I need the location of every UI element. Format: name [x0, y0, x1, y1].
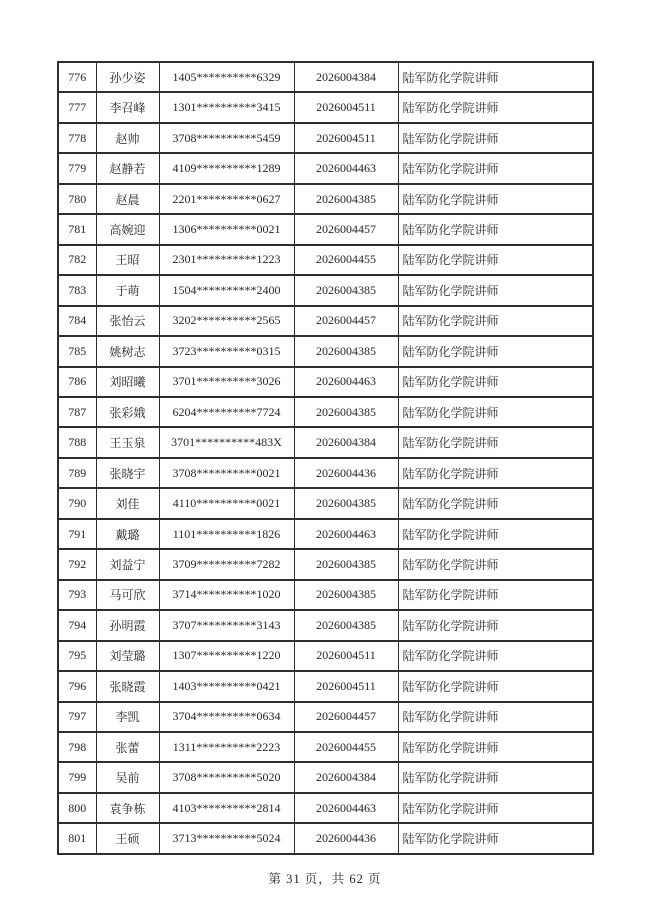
- cell-name: 戴璐: [96, 519, 159, 549]
- cell-index: 792: [58, 549, 96, 579]
- cell-name: 张怡云: [96, 306, 159, 336]
- cell-cert_number: 2026004511: [294, 92, 398, 122]
- cell-index: 788: [58, 427, 96, 457]
- cell-index: 779: [58, 153, 96, 183]
- table-row: [58, 245, 593, 275]
- table-row: [58, 823, 593, 854]
- cell-cert_number: 2026004385: [294, 275, 398, 305]
- cell-id_number: 2201**********0627: [159, 184, 294, 214]
- cell-id_number: 3701**********483X: [159, 427, 294, 457]
- cell-index: 793: [58, 580, 96, 610]
- cell-id_number: 3708**********0021: [159, 458, 294, 488]
- cell-title: 陆军防化学院讲师: [398, 732, 593, 762]
- cell-index: 799: [58, 762, 96, 792]
- table-row: [58, 793, 593, 823]
- cell-index: 783: [58, 275, 96, 305]
- cell-title: 陆军防化学院讲师: [398, 153, 593, 183]
- cell-index: 796: [58, 671, 96, 701]
- cell-cert_number: 2026004385: [294, 397, 398, 427]
- cell-title: 陆军防化学院讲师: [398, 367, 593, 397]
- cell-id_number: 1504**********2400: [159, 275, 294, 305]
- cell-id_number: 4110**********0021: [159, 488, 294, 518]
- table-row: [58, 153, 593, 183]
- cell-name: 张晓宇: [96, 458, 159, 488]
- cell-title: 陆军防化学院讲师: [398, 336, 593, 366]
- cell-id_number: 1307**********1220: [159, 641, 294, 671]
- cell-title: 陆军防化学院讲师: [398, 671, 593, 701]
- cell-cert_number: 2026004455: [294, 245, 398, 275]
- cell-title: 陆军防化学院讲师: [398, 823, 593, 854]
- table-row: [58, 275, 593, 305]
- table-row: [58, 367, 593, 397]
- cell-index: 795: [58, 641, 96, 671]
- cell-cert_number: 2026004384: [294, 427, 398, 457]
- cell-title: 陆军防化学院讲师: [398, 702, 593, 732]
- table-row: [58, 549, 593, 579]
- cell-index: 784: [58, 306, 96, 336]
- cell-index: 794: [58, 610, 96, 640]
- cell-name: 赵晨: [96, 184, 159, 214]
- cell-cert_number: 2026004511: [294, 671, 398, 701]
- cell-name: 张彩娥: [96, 397, 159, 427]
- cell-title: 陆军防化学院讲师: [398, 762, 593, 792]
- cell-cert_number: 2026004511: [294, 641, 398, 671]
- cell-name: 王玉泉: [96, 427, 159, 457]
- cell-id_number: 3704**********0634: [159, 702, 294, 732]
- cell-name: 于萌: [96, 275, 159, 305]
- cell-cert_number: 2026004463: [294, 519, 398, 549]
- cell-cert_number: 2026004385: [294, 184, 398, 214]
- cell-title: 陆军防化学院讲师: [398, 397, 593, 427]
- cell-id_number: 1306**********0021: [159, 214, 294, 244]
- cell-cert_number: 2026004385: [294, 336, 398, 366]
- cell-name: 赵帅: [96, 123, 159, 153]
- cell-index: 800: [58, 793, 96, 823]
- cell-cert_number: 2026004463: [294, 793, 398, 823]
- cell-cert_number: 2026004385: [294, 488, 398, 518]
- cell-cert_number: 2026004463: [294, 367, 398, 397]
- cell-name: 刘益宁: [96, 549, 159, 579]
- cell-id_number: 3708**********5020: [159, 762, 294, 792]
- cell-index: 778: [58, 123, 96, 153]
- cell-id_number: 3202**********2565: [159, 306, 294, 336]
- cell-name: 刘佳: [96, 488, 159, 518]
- roster-table-body: [58, 62, 593, 854]
- cell-cert_number: 2026004455: [294, 732, 398, 762]
- table-row: [58, 62, 593, 92]
- cell-title: 陆军防化学院讲师: [398, 549, 593, 579]
- cell-id_number: 3707**********3143: [159, 610, 294, 640]
- cell-index: 780: [58, 184, 96, 214]
- cell-index: 790: [58, 488, 96, 518]
- cell-cert_number: 2026004457: [294, 702, 398, 732]
- cell-name: 刘莹璐: [96, 641, 159, 671]
- cell-id_number: 3713**********5024: [159, 823, 294, 854]
- cell-index: 782: [58, 245, 96, 275]
- cell-name: 王硕: [96, 823, 159, 854]
- cell-name: 刘昭曦: [96, 367, 159, 397]
- cell-id_number: 1405**********6329: [159, 62, 294, 92]
- cell-name: 赵静若: [96, 153, 159, 183]
- cell-index: 785: [58, 336, 96, 366]
- cell-index: 801: [58, 823, 96, 854]
- cell-title: 陆军防化学院讲师: [398, 275, 593, 305]
- cell-cert_number: 2026004436: [294, 823, 398, 854]
- cell-id_number: 4109**********1289: [159, 153, 294, 183]
- cell-cert_number: 2026004385: [294, 580, 398, 610]
- cell-title: 陆军防化学院讲师: [398, 580, 593, 610]
- cell-index: 777: [58, 92, 96, 122]
- cell-name: 高婉迎: [96, 214, 159, 244]
- cell-index: 789: [58, 458, 96, 488]
- cell-name: 姚树志: [96, 336, 159, 366]
- cell-id_number: 1311**********2223: [159, 732, 294, 762]
- cell-name: 张晓霞: [96, 671, 159, 701]
- table-row: [58, 732, 593, 762]
- cell-name: 孙少姿: [96, 62, 159, 92]
- cell-cert_number: 2026004511: [294, 123, 398, 153]
- cell-name: 李召峰: [96, 92, 159, 122]
- cell-id_number: 2301**********1223: [159, 245, 294, 275]
- cell-index: 798: [58, 732, 96, 762]
- table-row: [58, 397, 593, 427]
- cell-name: 吴前: [96, 762, 159, 792]
- table-row: [58, 519, 593, 549]
- cell-id_number: 6204**********7724: [159, 397, 294, 427]
- cell-id_number: 3708**********5459: [159, 123, 294, 153]
- cell-name: 李凯: [96, 702, 159, 732]
- cell-title: 陆军防化学院讲师: [398, 610, 593, 640]
- cell-id_number: 1403**********0421: [159, 671, 294, 701]
- cell-cert_number: 2026004457: [294, 214, 398, 244]
- cell-id_number: 1101**********1826: [159, 519, 294, 549]
- cell-index: 781: [58, 214, 96, 244]
- table-row: [58, 92, 593, 122]
- table-row: [58, 336, 593, 366]
- cell-title: 陆军防化学院讲师: [398, 184, 593, 214]
- cell-title: 陆军防化学院讲师: [398, 306, 593, 336]
- table-row: [58, 762, 593, 792]
- cell-title: 陆军防化学院讲师: [398, 214, 593, 244]
- table-row: [58, 488, 593, 518]
- cell-title: 陆军防化学院讲师: [398, 92, 593, 122]
- cell-title: 陆军防化学院讲师: [398, 123, 593, 153]
- cell-cert_number: 2026004436: [294, 458, 398, 488]
- cell-cert_number: 2026004384: [294, 762, 398, 792]
- cell-cert_number: 2026004457: [294, 306, 398, 336]
- cell-cert_number: 2026004463: [294, 153, 398, 183]
- cell-title: 陆军防化学院讲师: [398, 458, 593, 488]
- table-row: [58, 641, 593, 671]
- cell-name: 袁争栋: [96, 793, 159, 823]
- table-row: [58, 427, 593, 457]
- table-row: [58, 123, 593, 153]
- cell-title: 陆军防化学院讲师: [398, 793, 593, 823]
- cell-id_number: 4103**********2814: [159, 793, 294, 823]
- table-row: [58, 702, 593, 732]
- table-row: [58, 214, 593, 244]
- cell-title: 陆军防化学院讲师: [398, 641, 593, 671]
- cell-title: 陆军防化学院讲师: [398, 519, 593, 549]
- cell-title: 陆军防化学院讲师: [398, 245, 593, 275]
- table-row: [58, 610, 593, 640]
- cell-cert_number: 2026004385: [294, 610, 398, 640]
- cell-index: 797: [58, 702, 96, 732]
- table-row: [58, 306, 593, 336]
- table-row: [58, 458, 593, 488]
- cell-title: 陆军防化学院讲师: [398, 488, 593, 518]
- table-row: [58, 671, 593, 701]
- roster-table: [57, 61, 594, 855]
- cell-index: 786: [58, 367, 96, 397]
- cell-id_number: 3701**********3026: [159, 367, 294, 397]
- cell-cert_number: 2026004384: [294, 62, 398, 92]
- cell-name: 王昭: [96, 245, 159, 275]
- cell-id_number: 3714**********1020: [159, 580, 294, 610]
- cell-name: 马可欣: [96, 580, 159, 610]
- cell-index: 791: [58, 519, 96, 549]
- cell-id_number: 1301**********3415: [159, 92, 294, 122]
- table-row: [58, 184, 593, 214]
- cell-name: 张蕾: [96, 732, 159, 762]
- cell-cert_number: 2026004385: [294, 549, 398, 579]
- cell-index: 776: [58, 62, 96, 92]
- table-row: [58, 580, 593, 610]
- cell-id_number: 3723**********0315: [159, 336, 294, 366]
- cell-title: 陆军防化学院讲师: [398, 427, 593, 457]
- cell-name: 孙明霞: [96, 610, 159, 640]
- cell-id_number: 3709**********7282: [159, 549, 294, 579]
- page-footer: 第 31 页，共 62 页: [268, 872, 382, 886]
- cell-index: 787: [58, 397, 96, 427]
- cell-title: 陆军防化学院讲师: [398, 62, 593, 92]
